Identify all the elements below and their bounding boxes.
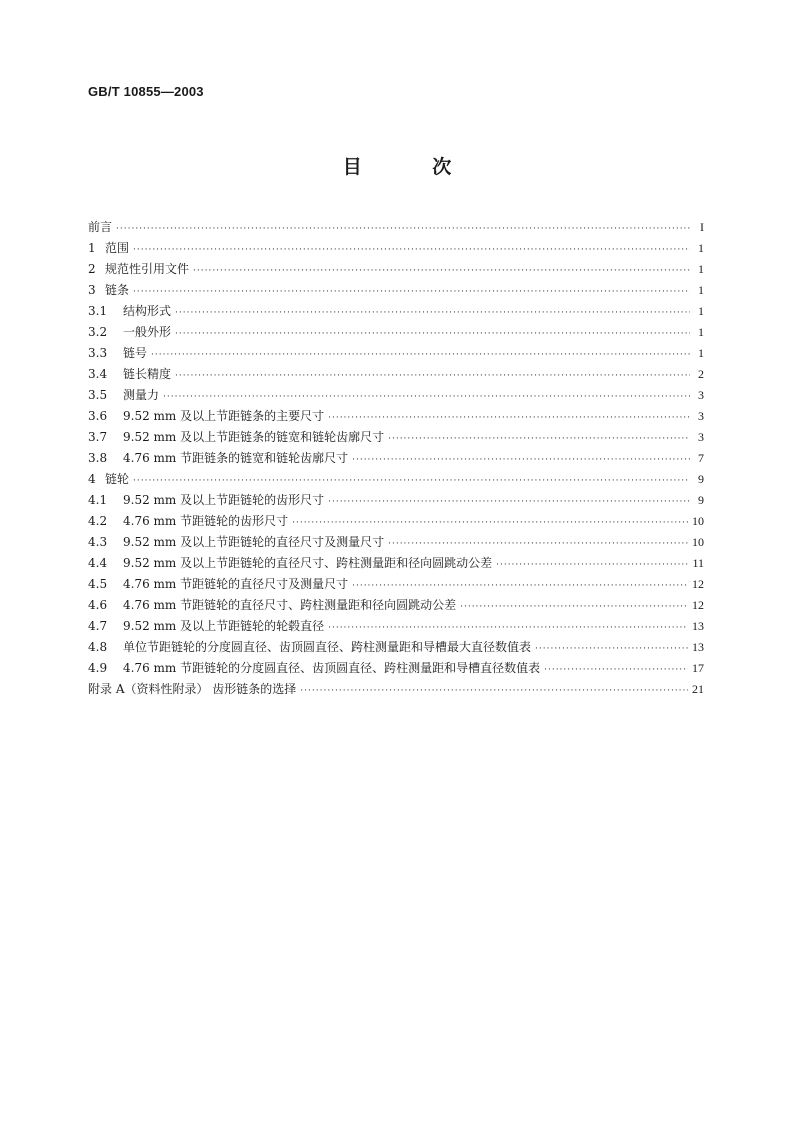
toc-dot-leader (292, 513, 688, 534)
toc-dot-leader (300, 681, 688, 702)
table-of-contents (88, 217, 704, 700)
toc-entry-page: 1 (698, 346, 704, 360)
toc-dot-leader (193, 261, 690, 282)
toc-entry-number: 4.5 (88, 577, 108, 591)
toc-entry-page: 13 (692, 619, 704, 633)
toc-entry-number: 4.7 (88, 619, 108, 633)
toc-entry[interactable] (88, 217, 704, 238)
toc-entry[interactable] (88, 679, 704, 700)
toc-entry-number: 3.8 (88, 451, 108, 465)
toc-dot-leader (535, 639, 688, 660)
toc-entry-number: 4 (88, 472, 96, 486)
toc-entry-number: 3.7 (88, 430, 108, 444)
toc-dot-leader (175, 324, 690, 345)
toc-entry-page: 12 (692, 598, 704, 612)
toc-dot-leader (328, 492, 690, 513)
toc-dot-leader (460, 597, 688, 618)
toc-entry[interactable] (88, 553, 704, 574)
toc-entry[interactable] (88, 322, 704, 343)
toc-entry[interactable] (88, 301, 704, 322)
toc-dot-leader (388, 429, 690, 450)
toc-entry-label: 范围 (105, 241, 130, 255)
toc-entry-number: 3.6 (88, 409, 108, 423)
toc-entry-number: 4.6 (88, 598, 108, 612)
toc-entry-number: 3.2 (88, 325, 108, 339)
toc-entry-page: 2 (698, 367, 704, 381)
toc-entry-number: 2 (88, 262, 96, 276)
toc-dot-leader (352, 450, 690, 471)
toc-entry-label: 前言 (88, 220, 113, 234)
toc-entry-label: 4.76 mm 节距链轮的齿形尺寸 (123, 514, 289, 528)
toc-entry-page: 3 (698, 430, 704, 444)
toc-dot-leader (133, 282, 690, 303)
toc-entry-number: 3.4 (88, 367, 108, 381)
toc-entry-label: 规范性引用文件 (105, 262, 190, 276)
toc-entry-number: 3.3 (88, 346, 108, 360)
toc-entry-page: I (700, 220, 704, 234)
toc-dot-leader (133, 471, 690, 492)
toc-entry-page: 1 (698, 325, 704, 339)
toc-entry-label: 9.52 mm 及以上节距链轮的齿形尺寸 (123, 493, 325, 507)
toc-dot-leader (133, 240, 690, 261)
toc-entry[interactable] (88, 469, 704, 490)
toc-entry-label: 9.52 mm 及以上节距链条的主要尺寸 (123, 409, 325, 423)
toc-entry[interactable] (88, 490, 704, 511)
toc-entry-page: 17 (692, 661, 704, 675)
toc-entry-number: 4.1 (88, 493, 108, 507)
toc-entry-page: 9 (698, 472, 704, 486)
toc-entry[interactable] (88, 259, 704, 280)
toc-entry[interactable] (88, 511, 704, 532)
toc-entry-label: 9.52 mm 及以上节距链轮的直径尺寸及测量尺寸 (123, 535, 385, 549)
toc-entry-label: 4.76 mm 节距链轮的直径尺寸及测量尺寸 (123, 577, 349, 591)
page-title: 目 次 (342, 156, 484, 178)
toc-entry[interactable] (88, 637, 704, 658)
toc-entry-label: 4.76 mm 节距链条的链宽和链轮齿廓尺寸 (123, 451, 349, 465)
toc-dot-leader (175, 366, 690, 387)
toc-entry-label: 9.52 mm 及以上节距链轮的直径尺寸、跨柱测量距和径向圆跳动公差 (123, 556, 493, 570)
toc-entry-number: 4.8 (88, 640, 108, 654)
toc-entry-number: 4.9 (88, 661, 108, 675)
toc-entry[interactable] (88, 532, 704, 553)
toc-dot-leader (352, 576, 688, 597)
toc-entry-page: 21 (692, 682, 704, 696)
toc-entry[interactable] (88, 658, 704, 679)
toc-entry-page: 1 (698, 241, 704, 255)
toc-entry-label: 4.76 mm 节距链轮的直径尺寸、跨柱测量距和径向圆跳动公差 (123, 598, 457, 612)
toc-entry-page: 12 (692, 577, 704, 591)
toc-entry-label: 结构形式 (123, 304, 172, 318)
toc-entry-number: 3 (88, 283, 96, 297)
toc-entry[interactable] (88, 385, 704, 406)
toc-entry-label: 4.76 mm 节距链轮的分度圆直径、齿顶圆直径、跨柱测量距和导槽直径数值表 (123, 661, 541, 675)
toc-dot-leader (116, 219, 690, 240)
toc-entry-page: 3 (698, 388, 704, 402)
toc-entry[interactable] (88, 406, 704, 427)
toc-entry-page: 7 (698, 451, 704, 465)
toc-entry-label: 链轮 (105, 472, 130, 486)
toc-entry-page: 3 (698, 409, 704, 423)
toc-entry-number: 4.3 (88, 535, 108, 549)
standard-code: GB/T 10855—2003 (88, 84, 204, 99)
toc-entry-page: 10 (692, 514, 704, 528)
toc-dot-leader (388, 534, 688, 555)
toc-entry[interactable] (88, 343, 704, 364)
toc-entry-page: 13 (692, 640, 704, 654)
toc-entry-page: 9 (698, 493, 704, 507)
toc-entry-label: 一般外形 (123, 325, 172, 339)
toc-dot-leader (328, 408, 690, 429)
toc-entry[interactable] (88, 364, 704, 385)
toc-entry-page: 1 (698, 283, 704, 297)
toc-dot-leader (175, 303, 690, 324)
toc-entry[interactable] (88, 616, 704, 637)
toc-entry-page: 10 (692, 535, 704, 549)
toc-dot-leader (544, 660, 688, 681)
toc-entry[interactable] (88, 574, 704, 595)
toc-entry-number: 4.4 (88, 556, 108, 570)
toc-dot-leader (151, 345, 690, 366)
toc-entry-page: 1 (698, 304, 704, 318)
toc-entry-label: 链条 (105, 283, 130, 297)
toc-entry[interactable] (88, 427, 704, 448)
toc-entry-label: 测量力 (123, 388, 160, 402)
toc-entry[interactable] (88, 280, 704, 301)
toc-entry-number: 4.2 (88, 514, 108, 528)
toc-dot-leader (328, 618, 688, 639)
toc-entry-number: 3.1 (88, 304, 108, 318)
toc-entry-label: 附录 A（资料性附录） 齿形链条的选择 (88, 682, 297, 696)
toc-entry-label: 链长精度 (123, 367, 172, 381)
toc-dot-leader (496, 555, 688, 576)
toc-dot-leader (163, 387, 690, 408)
toc-entry-page: 11 (692, 556, 704, 570)
toc-entry-page: 1 (698, 262, 704, 276)
toc-entry-label: 9.52 mm 及以上节距链条的链宽和链轮齿廓尺寸 (123, 430, 385, 444)
toc-entry[interactable] (88, 595, 704, 616)
toc-entry[interactable] (88, 238, 704, 259)
toc-entry[interactable] (88, 448, 704, 469)
toc-entry-number: 3.5 (88, 388, 108, 402)
toc-entry-label: 单位节距链轮的分度圆直径、齿顶圆直径、跨柱测量距和导槽最大直径数值表 (123, 640, 532, 654)
toc-entry-label: 9.52 mm 及以上节距链轮的轮毂直径 (123, 619, 325, 633)
toc-entry-number: 1 (88, 241, 96, 255)
toc-entry-label: 链号 (123, 346, 148, 360)
